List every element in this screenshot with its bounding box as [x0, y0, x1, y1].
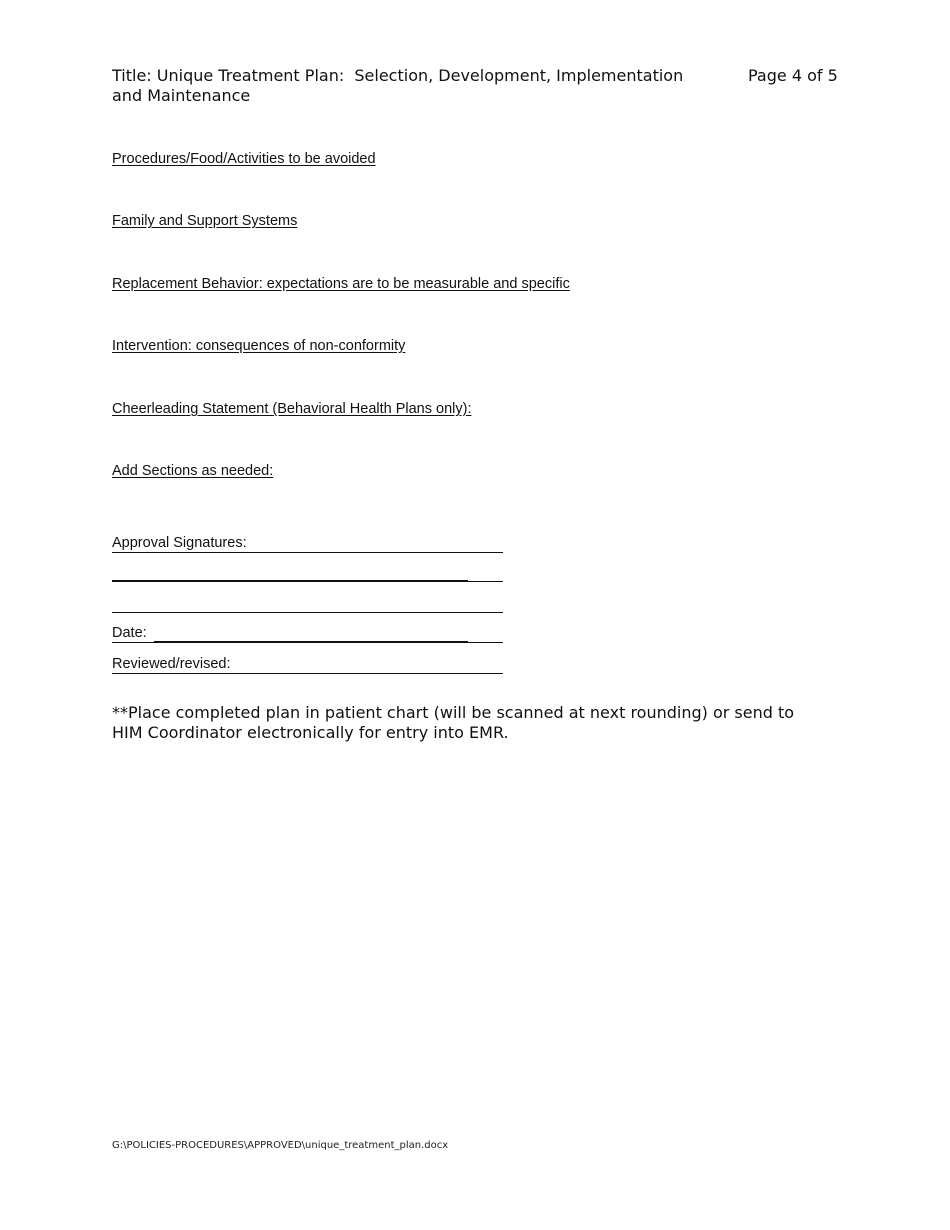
section-heading-replacement-behavior: Replacement Behavior: expectations are to be measurable and specific — [112, 276, 570, 292]
approval-signatures-line — [112, 534, 503, 553]
date-rule-thick — [154, 641, 468, 643]
date-line — [112, 624, 503, 643]
instruction-note: **Place completed plan in patient chart (will be scanned at next rounding) or send to HIM Coordinator electronically for entry into EMR. — [112, 703, 795, 742]
section-heading-cheerleading: Cheerleading Statement (Behavioral Health Plans only): — [112, 401, 472, 417]
file-path-footer: G:\POLICIES-PROCEDURES\APPROVED\unique_treatment_plan.docx — [112, 1140, 449, 1151]
signature-line-1 — [112, 563, 503, 582]
section-heading-procedures: Procedures/Food/Activities to be avoided — [112, 151, 376, 167]
reviewed-revised-line — [112, 655, 503, 674]
signature-rule-thick — [112, 580, 468, 582]
page-number: Page 4 of 5 — [748, 66, 838, 85]
signature-line-2 — [112, 594, 503, 613]
reviewed-revised-label: Reviewed/revised: — [112, 656, 231, 672]
document-title: Title: Unique Treatment Plan: Selection, Development, Implementation and Maintenance — [112, 66, 689, 105]
section-heading-add-sections: Add Sections as needed: — [112, 463, 274, 479]
section-heading-family: Family and Support Systems — [112, 213, 298, 229]
section-heading-intervention: Intervention: consequences of non-conformity — [112, 338, 406, 354]
approval-signatures-label: Approval Signatures: — [112, 535, 247, 551]
date-label: Date: — [112, 625, 147, 641]
